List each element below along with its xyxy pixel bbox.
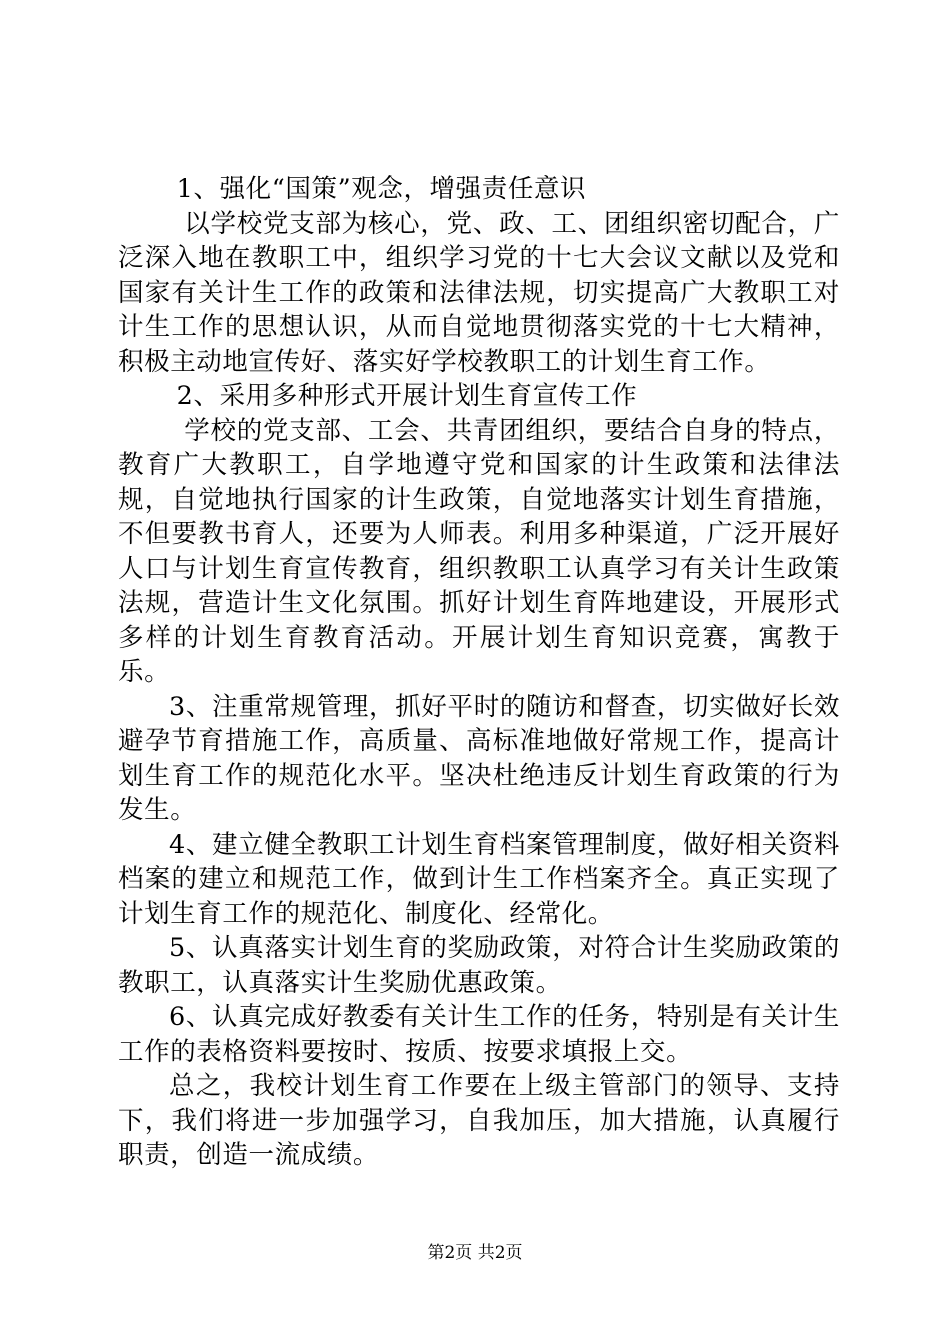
paragraph-6: 6、认真完成好教委有关计生工作的任务，特别是有关计生工作的表格资料要按时、按质、按要求填报上交。 — [118, 1002, 840, 1067]
paragraph-3: 3、注重常规管理，抓好平时的随访和督查，切实做好长效避孕节育措施工作，高质量、高标准地做好常规工作，提高计划生育工作的规范化水平。坚决杜绝违反计划生育政策的行为发生。 — [118, 691, 840, 825]
paragraph-2: 学校的党支部、工会、共青团组织，要结合自身的特点，教育广大教职工，自学地遵守党和国家的计生政策和法律法规，自觉地执行国家的计生政策，自觉地落实计划生育措施，不但要教书育人，还要为人师表。利用多种渠道，广泛开展好人口与计划生育宣传教育，组织教职工认真学习有关计生政策法规，营造计生文化氛围。抓好计划生育阵地建设，开展形式多样的计划生育教育活动。开展计划生育知识竞赛，寓教于乐。 — [118, 415, 840, 687]
section-heading-2: 2、采用多种形式开展计划生育宣传工作 — [176, 381, 638, 411]
page-number-footer: 第2页 共2页 — [427, 1243, 523, 1263]
paragraph-conclusion: 总之，我校计划生育工作要在上级主管部门的领导、支持下，我们将进一步加强学习，自我加压，加大措施，认真履行职责，创造一流成绩。 — [118, 1071, 840, 1170]
section-heading-1: 1、强化“国策”观念，增强责任意识 — [176, 174, 587, 204]
paragraph-1: 以学校党支部为核心，党、政、工、团组织密切配合，广泛深入地在教职工中，组织学习党的十七大会议文献以及党和国家有关计生工作的政策和法律法规，切实提高广大教职工对计生工作的思想认识，从而自觉地贯彻落实党的十七大精神，积极主动地宣传好、落实好学校教职工的计划生育工作。 — [118, 208, 840, 377]
paragraph-4: 4、建立健全教职工计划生育档案管理制度，做好相关资料档案的建立和规范工作，做到计生工作档案齐全。真正实现了计划生育工作的规范化、制度化、经常化。 — [118, 829, 840, 929]
document-body — [118, 172, 840, 1173]
paragraph-5: 5、认真落实计划生育的奖励政策，对符合计生奖励政策的教职工，认真落实计生奖励优惠政策。 — [118, 933, 840, 998]
